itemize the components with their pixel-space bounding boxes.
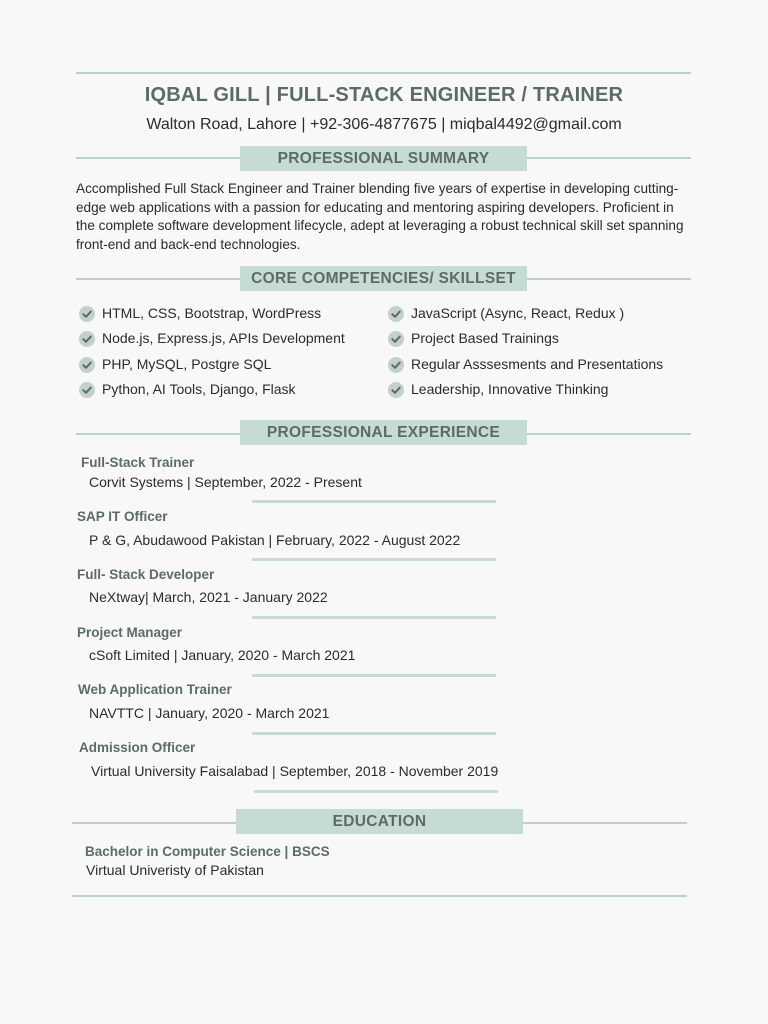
check-circle-icon bbox=[388, 331, 404, 347]
job-divider bbox=[252, 558, 496, 561]
section-heading-skills: CORE COMPETENCIES/ SKILLSET bbox=[240, 266, 527, 291]
top-divider bbox=[76, 72, 691, 74]
section-heading-education: EDUCATION bbox=[236, 809, 523, 834]
skill-item: JavaScript (Async, React, Redux ) bbox=[411, 305, 625, 321]
section-heading-experience: PROFESSIONAL EXPERIENCE bbox=[240, 420, 527, 445]
job-detail: cSoft Limited | January, 2020 - March 2021 bbox=[89, 647, 356, 663]
check-circle-icon bbox=[388, 382, 404, 398]
job-detail: P & G, Abudawood Pakistan | February, 2022 - August 2022 bbox=[89, 532, 461, 548]
job-divider bbox=[254, 790, 498, 793]
job-detail: Virtual University Faisalabad | September, 2018 - November 2019 bbox=[91, 763, 499, 779]
skill-item: Python, AI Tools, Django, Flask bbox=[102, 381, 296, 397]
job-divider bbox=[252, 500, 496, 503]
summary-text: Accomplished Full Stack Engineer and Trainer blending five years of expertise in developing cutting-edge web applications with a passion for educating and mentoring aspiring developers. Proficient in the complete software development lifecycle, adept at leveraging a robust technical skill set spanning front-end and back-end technologies. bbox=[76, 181, 684, 252]
skill-item: HTML, CSS, Bootstrap, WordPress bbox=[102, 305, 322, 321]
skill-item: Leadership, Innovative Thinking bbox=[411, 381, 609, 397]
resume-title: IQBAL GILL | FULL-STACK ENGINEER / TRAINER bbox=[144, 84, 624, 106]
job-detail: NeXtway| March, 2021 - January 2022 bbox=[89, 589, 328, 605]
school-name: Virtual Univeristy of Pakistan bbox=[86, 862, 264, 878]
job-detail: Corvit Systems | September, 2022 - Present bbox=[89, 474, 362, 490]
check-circle-icon bbox=[79, 357, 95, 373]
job-title: Full-Stack Trainer bbox=[81, 455, 195, 470]
degree-title: Bachelor in Computer Science | BSCS bbox=[85, 844, 330, 859]
job-title: Project Manager bbox=[77, 625, 183, 640]
check-circle-icon bbox=[79, 331, 95, 347]
section-heading-summary: PROFESSIONAL SUMMARY bbox=[240, 146, 527, 171]
job-title: Admission Officer bbox=[79, 740, 196, 755]
skill-item: Regular Asssesments and Presentations bbox=[411, 356, 664, 372]
job-title: Web Application Trainer bbox=[78, 682, 232, 697]
job-title: Full- Stack Developer bbox=[77, 567, 215, 582]
check-circle-icon bbox=[388, 306, 404, 322]
check-circle-icon bbox=[388, 357, 404, 373]
skill-item: PHP, MySQL, Postgre SQL bbox=[102, 356, 272, 372]
job-divider bbox=[252, 674, 496, 677]
job-divider bbox=[252, 616, 496, 619]
contact-info: Walton Road, Lahore | +92-306-4877675 | miqbal4492@gmail.com bbox=[146, 116, 622, 133]
check-circle-icon bbox=[79, 382, 95, 398]
skill-item: Node.js, Express.js, APIs Development bbox=[102, 330, 345, 346]
bottom-divider bbox=[72, 895, 687, 897]
check-circle-icon bbox=[79, 306, 95, 322]
job-divider bbox=[252, 732, 496, 735]
job-detail: NAVTTC | January, 2020 - March 2021 bbox=[89, 705, 330, 721]
job-title: SAP IT Officer bbox=[77, 509, 168, 524]
skill-item: Project Based Trainings bbox=[411, 330, 559, 346]
